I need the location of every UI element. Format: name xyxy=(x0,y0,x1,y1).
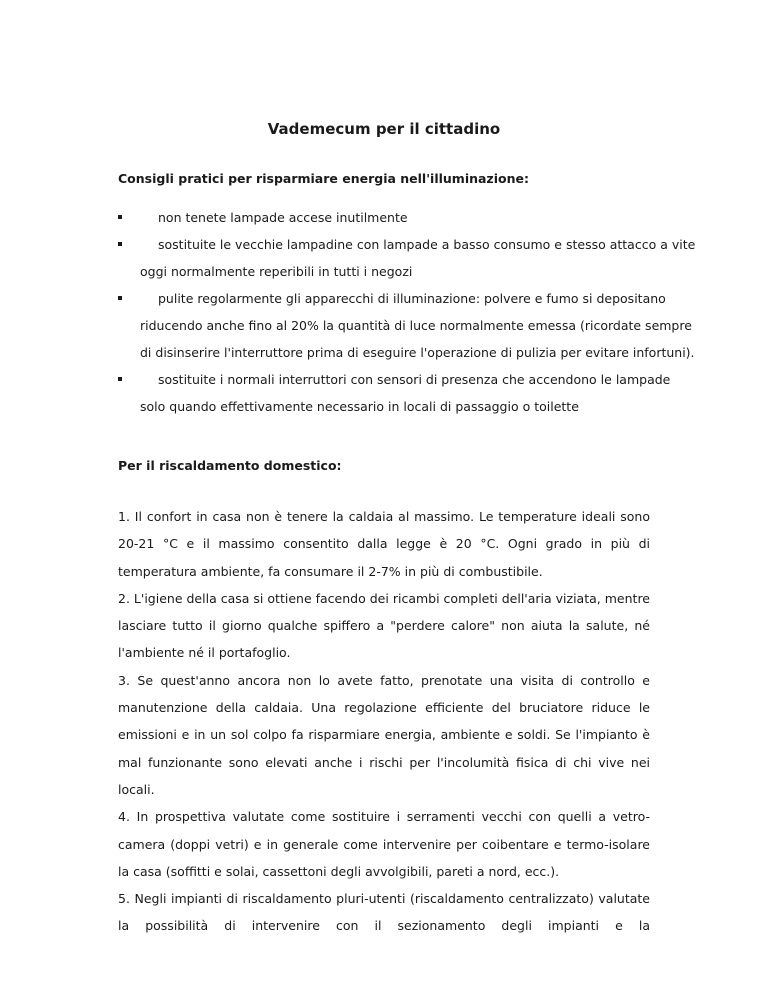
square-bullet-icon xyxy=(118,215,122,219)
numbered-paragraph: 1. Il confort in casa non è tenere la caldaia al massimo. Le temperature ideali sono 20-21 °C e il massimo consentito dalla legge è 20 °C. Ogni grado in più di temperatura ambiente, fa consumare il 2-7% in più di combustibile. xyxy=(118,509,650,579)
document-title: Vademecum per il cittadino xyxy=(267,120,501,138)
numbered-paragraph: 4. In prospettiva valutate come sostituire i serramenti vecchi con quelli a vetro-camera (doppi vetri) e in generale come intervenire per coibentare e termo-isolare la casa (soffitti e solai, cassettoni degli avvolgibili, pareti a nord, ecc.). xyxy=(118,809,650,879)
lighting-tips-list xyxy=(118,204,698,420)
square-bullet-icon xyxy=(118,377,122,381)
list-item-text: sostituite le vecchie lampadine con lampade a basso consumo e stesso attacco a vite oggi normalmente reperibili in tutti i negozi xyxy=(140,237,696,279)
list-item xyxy=(118,285,698,366)
list-item xyxy=(118,231,698,285)
list-item xyxy=(118,204,698,231)
numbered-paragraph: 3. Se quest'anno ancora non lo avete fatto, prenotate una visita di controllo e manutenzione della caldaia. Una regolazione efficiente del bruciatore riduce le emissioni e in un sol colpo fa risparmiare energia, ambiente e soldi. Se l'impianto è mal funzionante sono elevati anche i rischi per l'incolumità fisica di chi vive nei locali. xyxy=(118,672,650,797)
lighting-heading: Consigli pratici per risparmiare energia nell'illuminazione: xyxy=(118,171,529,186)
heating-tips-list xyxy=(118,503,650,940)
numbered-paragraph: 5. Negli impianti di riscaldamento pluri-utenti (riscaldamento centralizzato) valutate la possibilità di intervenire con il sezionamento degli impianti e la xyxy=(118,891,650,934)
square-bullet-icon xyxy=(118,296,122,300)
list-item xyxy=(118,366,698,420)
numbered-paragraph: 2. L'igiene della casa si ottiene facendo dei ricambi completi dell'aria viziata, mentre lasciare tutto il giorno qualche spiffero a "perdere calore" non aiuta la salute, né l'ambiente né il portafoglio. xyxy=(118,590,650,661)
list-item-text: sostituite i normali interruttori con sensori di presenza che accendono le lampade solo quando effettivamente necessario in locali di passaggio o toilette xyxy=(140,372,671,414)
list-item-text: pulite regolarmente gli apparecchi di illuminazione: polvere e fumo si depositano riducendo anche fino al 20% la quantità di luce normalmente emessa (ricordate sempre di disinserire l'interruttore prima di eseguire l'operazione di pulizia per evitare infortuni). xyxy=(140,291,695,360)
heating-heading: Per il riscaldamento domestico: xyxy=(118,458,342,473)
square-bullet-icon xyxy=(118,242,122,246)
list-item-text: non tenete lampade accese inutilmente xyxy=(158,210,408,225)
